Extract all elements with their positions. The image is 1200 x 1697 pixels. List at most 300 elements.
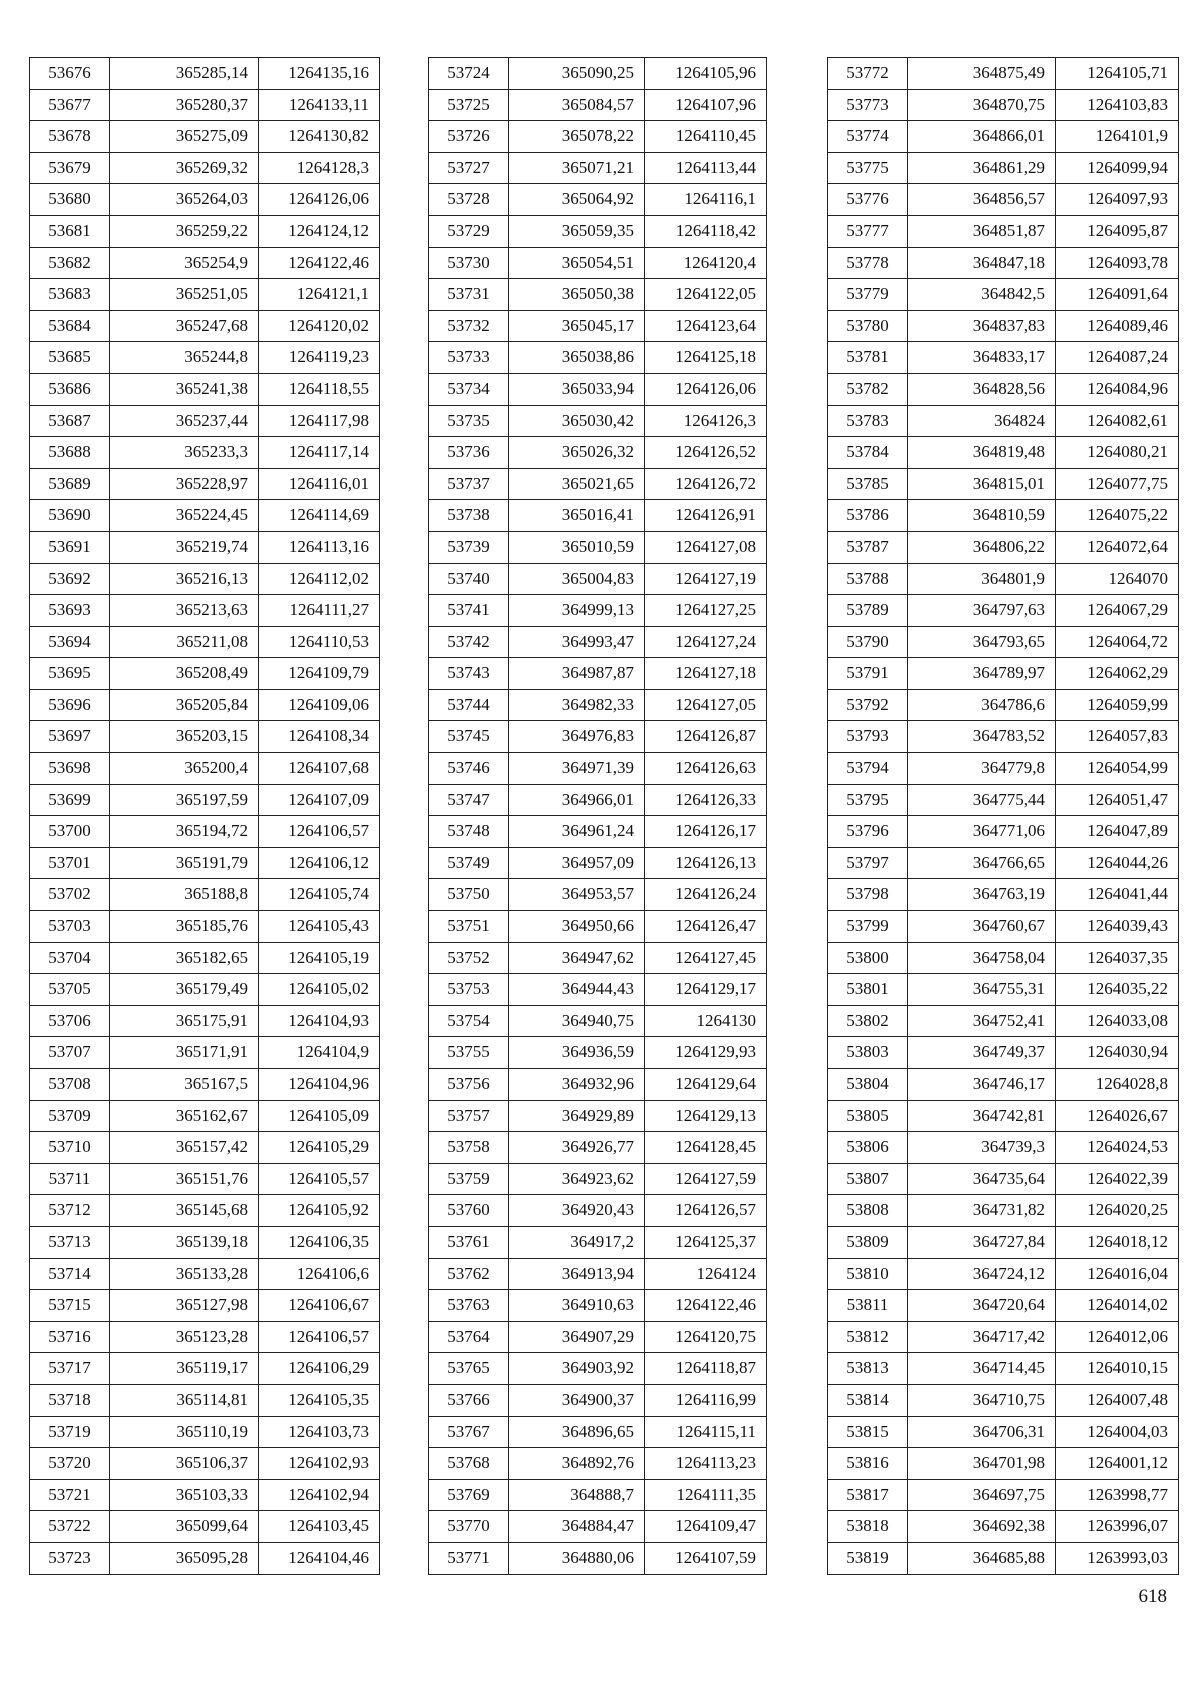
x-coordinate-cell: 365233,3 (110, 437, 259, 469)
table-row (429, 152, 767, 184)
x-coordinate-cell: 364833,17 (908, 342, 1056, 374)
point-number-cell: 53702 (30, 879, 110, 911)
table-row (828, 784, 1179, 816)
table-row (429, 1511, 767, 1543)
x-coordinate-cell: 364752,41 (908, 1005, 1056, 1037)
table-row (429, 405, 767, 437)
point-number-cell: 53685 (30, 342, 110, 374)
y-coordinate-cell: 1264129,13 (645, 1100, 767, 1132)
x-coordinate-cell: 365123,28 (110, 1321, 259, 1353)
x-coordinate-cell: 365241,38 (110, 373, 259, 405)
x-coordinate-cell: 364993,47 (509, 626, 645, 658)
point-number-cell: 53772 (828, 58, 908, 90)
table-row (429, 437, 767, 469)
y-coordinate-cell: 1264127,45 (645, 942, 767, 974)
point-number-cell: 53766 (429, 1384, 509, 1416)
y-coordinate-cell: 1264109,47 (645, 1511, 767, 1543)
point-number-cell: 53729 (429, 215, 509, 247)
table-row (429, 184, 767, 216)
y-coordinate-cell: 1264091,64 (1056, 279, 1179, 311)
table-row (429, 942, 767, 974)
table-row (828, 753, 1179, 785)
x-coordinate-cell: 364714,45 (908, 1353, 1056, 1385)
y-coordinate-cell: 1264127,18 (645, 658, 767, 690)
x-coordinate-cell: 364856,57 (908, 184, 1056, 216)
point-number-cell: 53755 (429, 1037, 509, 1069)
x-coordinate-cell: 364806,22 (908, 531, 1056, 563)
point-number-cell: 53739 (429, 531, 509, 563)
x-coordinate-cell: 365175,91 (110, 1005, 259, 1037)
x-coordinate-cell: 364735,64 (908, 1163, 1056, 1195)
point-number-cell: 53814 (828, 1384, 908, 1416)
table-row (429, 310, 767, 342)
table-row (828, 1448, 1179, 1480)
table-row (30, 1448, 380, 1480)
y-coordinate-cell: 1264119,23 (259, 342, 380, 374)
table-row (429, 1258, 767, 1290)
y-coordinate-cell: 1264016,04 (1056, 1258, 1179, 1290)
y-coordinate-cell: 1264126,57 (645, 1195, 767, 1227)
y-coordinate-cell: 1264114,69 (259, 500, 380, 532)
point-number-cell: 53741 (429, 595, 509, 627)
point-number-cell: 53807 (828, 1163, 908, 1195)
table-row (30, 437, 380, 469)
table-row (30, 1321, 380, 1353)
x-coordinate-cell: 364746,17 (908, 1069, 1056, 1101)
x-coordinate-cell: 365139,18 (110, 1226, 259, 1258)
y-coordinate-cell: 1264116,99 (645, 1384, 767, 1416)
table-row (429, 879, 767, 911)
table-row (30, 879, 380, 911)
x-coordinate-cell: 365208,49 (110, 658, 259, 690)
table-row (30, 1037, 380, 1069)
y-coordinate-cell: 1264126,72 (645, 468, 767, 500)
table-row (429, 1195, 767, 1227)
x-coordinate-cell: 365188,8 (110, 879, 259, 911)
table-row (30, 595, 380, 627)
table-row (30, 816, 380, 848)
x-coordinate-cell: 364947,62 (509, 942, 645, 974)
y-coordinate-cell: 1264054,99 (1056, 753, 1179, 785)
point-number-cell: 53690 (30, 500, 110, 532)
x-coordinate-cell: 365191,79 (110, 847, 259, 879)
x-coordinate-cell: 364913,94 (509, 1258, 645, 1290)
point-number-cell: 53758 (429, 1132, 509, 1164)
table-row (828, 689, 1179, 721)
point-number-cell: 53750 (429, 879, 509, 911)
point-number-cell: 53731 (429, 279, 509, 311)
coordinate-table-2 (428, 57, 767, 1575)
table-row (429, 563, 767, 595)
point-number-cell: 53687 (30, 405, 110, 437)
point-number-cell: 53678 (30, 121, 110, 153)
y-coordinate-cell: 1264102,94 (259, 1479, 380, 1511)
x-coordinate-cell: 364950,66 (509, 911, 645, 943)
y-coordinate-cell: 1264041,44 (1056, 879, 1179, 911)
x-coordinate-cell: 364789,97 (908, 658, 1056, 690)
x-coordinate-cell: 365016,41 (509, 500, 645, 532)
point-number-cell: 53737 (429, 468, 509, 500)
point-number-cell: 53800 (828, 942, 908, 974)
x-coordinate-cell: 365203,15 (110, 721, 259, 753)
table-row (828, 152, 1179, 184)
y-coordinate-cell: 1264118,42 (645, 215, 767, 247)
x-coordinate-cell: 365264,03 (110, 184, 259, 216)
table-row (429, 1321, 767, 1353)
y-coordinate-cell: 1264125,37 (645, 1226, 767, 1258)
point-number-cell: 53767 (429, 1416, 509, 1448)
point-number-cell: 53763 (429, 1290, 509, 1322)
x-coordinate-cell: 365119,17 (110, 1353, 259, 1385)
table-row (429, 215, 767, 247)
x-coordinate-cell: 365269,32 (110, 152, 259, 184)
table-row (828, 1290, 1179, 1322)
table-row (30, 1511, 380, 1543)
point-number-cell: 53707 (30, 1037, 110, 1069)
y-coordinate-cell: 1264104,9 (259, 1037, 380, 1069)
y-coordinate-cell: 1264105,57 (259, 1163, 380, 1195)
y-coordinate-cell: 1264077,75 (1056, 468, 1179, 500)
y-coordinate-cell: 1264127,19 (645, 563, 767, 595)
y-coordinate-cell: 1264127,59 (645, 1163, 767, 1195)
y-coordinate-cell: 1264126,91 (645, 500, 767, 532)
y-coordinate-cell: 1264107,68 (259, 753, 380, 785)
point-number-cell: 53745 (429, 721, 509, 753)
point-number-cell: 53719 (30, 1416, 110, 1448)
point-number-cell: 53801 (828, 974, 908, 1006)
x-coordinate-cell: 365084,57 (509, 89, 645, 121)
x-coordinate-cell: 365059,35 (509, 215, 645, 247)
y-coordinate-cell: 1264012,06 (1056, 1321, 1179, 1353)
table-row (429, 1542, 767, 1574)
table-row (30, 753, 380, 785)
x-coordinate-cell: 364797,63 (908, 595, 1056, 627)
y-coordinate-cell: 1264126,24 (645, 879, 767, 911)
x-coordinate-cell: 365200,4 (110, 753, 259, 785)
y-coordinate-cell: 1264007,48 (1056, 1384, 1179, 1416)
x-coordinate-cell: 365228,97 (110, 468, 259, 500)
y-coordinate-cell: 1264127,05 (645, 689, 767, 721)
point-number-cell: 53790 (828, 626, 908, 658)
x-coordinate-cell: 365275,09 (110, 121, 259, 153)
table-row (30, 689, 380, 721)
point-number-cell: 53713 (30, 1226, 110, 1258)
y-coordinate-cell: 1264117,98 (259, 405, 380, 437)
table-row (30, 184, 380, 216)
point-number-cell: 53785 (828, 468, 908, 500)
table-row (828, 1226, 1179, 1258)
x-coordinate-cell: 365244,8 (110, 342, 259, 374)
point-number-cell: 53677 (30, 89, 110, 121)
point-number-cell: 53808 (828, 1195, 908, 1227)
y-coordinate-cell: 1264111,35 (645, 1479, 767, 1511)
y-coordinate-cell: 1264105,92 (259, 1195, 380, 1227)
point-number-cell: 53792 (828, 689, 908, 721)
point-number-cell: 53704 (30, 942, 110, 974)
x-coordinate-cell: 365285,14 (110, 58, 259, 90)
y-coordinate-cell: 1263996,07 (1056, 1511, 1179, 1543)
point-number-cell: 53784 (828, 437, 908, 469)
point-number-cell: 53780 (828, 310, 908, 342)
point-number-cell: 53738 (429, 500, 509, 532)
x-coordinate-cell: 364824 (908, 405, 1056, 437)
x-coordinate-cell: 364870,75 (908, 89, 1056, 121)
table-row (30, 58, 380, 90)
table-row (828, 1384, 1179, 1416)
y-coordinate-cell: 1264116,1 (645, 184, 767, 216)
x-coordinate-cell: 365054,51 (509, 247, 645, 279)
point-number-cell: 53777 (828, 215, 908, 247)
point-number-cell: 53797 (828, 847, 908, 879)
y-coordinate-cell: 1264105,74 (259, 879, 380, 911)
table-row (828, 279, 1179, 311)
table-row (828, 911, 1179, 943)
table-row (30, 247, 380, 279)
point-number-cell: 53735 (429, 405, 509, 437)
point-number-cell: 53748 (429, 816, 509, 848)
table-row (828, 1069, 1179, 1101)
x-coordinate-cell: 364884,47 (509, 1511, 645, 1543)
y-coordinate-cell: 1264128,3 (259, 152, 380, 184)
point-number-cell: 53721 (30, 1479, 110, 1511)
table-row (828, 1353, 1179, 1385)
table-row (429, 342, 767, 374)
y-coordinate-cell: 1264122,05 (645, 279, 767, 311)
point-number-cell: 53818 (828, 1511, 908, 1543)
x-coordinate-cell: 365211,08 (110, 626, 259, 658)
table-row (828, 658, 1179, 690)
point-number-cell: 53728 (429, 184, 509, 216)
point-number-cell: 53793 (828, 721, 908, 753)
y-coordinate-cell: 1264106,35 (259, 1226, 380, 1258)
y-coordinate-cell: 1264106,57 (259, 1321, 380, 1353)
point-number-cell: 53753 (429, 974, 509, 1006)
point-number-cell: 53810 (828, 1258, 908, 1290)
x-coordinate-cell: 364771,06 (908, 816, 1056, 848)
x-coordinate-cell: 365280,37 (110, 89, 259, 121)
point-number-cell: 53799 (828, 911, 908, 943)
x-coordinate-cell: 365197,59 (110, 784, 259, 816)
y-coordinate-cell: 1263998,77 (1056, 1479, 1179, 1511)
table-row (429, 721, 767, 753)
y-coordinate-cell: 1264120,4 (645, 247, 767, 279)
point-number-cell: 53732 (429, 310, 509, 342)
y-coordinate-cell: 1264080,21 (1056, 437, 1179, 469)
x-coordinate-cell: 365216,13 (110, 563, 259, 595)
x-coordinate-cell: 364926,77 (509, 1132, 645, 1164)
point-number-cell: 53689 (30, 468, 110, 500)
x-coordinate-cell: 364907,29 (509, 1321, 645, 1353)
point-number-cell: 53787 (828, 531, 908, 563)
y-coordinate-cell: 1264126,06 (259, 184, 380, 216)
x-coordinate-cell: 365219,74 (110, 531, 259, 563)
point-number-cell: 53782 (828, 373, 908, 405)
table-row (429, 1226, 767, 1258)
x-coordinate-cell: 364900,37 (509, 1384, 645, 1416)
x-coordinate-cell: 364987,87 (509, 658, 645, 690)
point-number-cell: 53749 (429, 847, 509, 879)
y-coordinate-cell: 1264105,02 (259, 974, 380, 1006)
y-coordinate-cell: 1264113,44 (645, 152, 767, 184)
table-row (828, 405, 1179, 437)
y-coordinate-cell: 1264014,02 (1056, 1290, 1179, 1322)
point-number-cell: 53698 (30, 753, 110, 785)
y-coordinate-cell: 1264104,93 (259, 1005, 380, 1037)
y-coordinate-cell: 1264106,57 (259, 816, 380, 848)
x-coordinate-cell: 364982,33 (509, 689, 645, 721)
point-number-cell: 53714 (30, 1258, 110, 1290)
point-number-cell: 53740 (429, 563, 509, 595)
y-coordinate-cell: 1264108,34 (259, 721, 380, 753)
table-row (828, 847, 1179, 879)
table-row (30, 531, 380, 563)
y-coordinate-cell: 1264126,33 (645, 784, 767, 816)
point-number-cell: 53788 (828, 563, 908, 595)
y-coordinate-cell: 1264110,53 (259, 626, 380, 658)
point-number-cell: 53805 (828, 1100, 908, 1132)
table-row (30, 1069, 380, 1101)
x-coordinate-cell: 364739,3 (908, 1132, 1056, 1164)
table-row (30, 847, 380, 879)
table-row (30, 974, 380, 1006)
y-coordinate-cell: 1264127,08 (645, 531, 767, 563)
point-number-cell: 53683 (30, 279, 110, 311)
table-row (30, 942, 380, 974)
x-coordinate-cell: 365182,65 (110, 942, 259, 974)
point-number-cell: 53680 (30, 184, 110, 216)
point-number-cell: 53723 (30, 1542, 110, 1574)
point-number-cell: 53691 (30, 531, 110, 563)
table-row (828, 1542, 1179, 1574)
y-coordinate-cell: 1264104,96 (259, 1069, 380, 1101)
table-row (828, 121, 1179, 153)
x-coordinate-cell: 365021,65 (509, 468, 645, 500)
x-coordinate-cell: 364880,06 (509, 1542, 645, 1574)
x-coordinate-cell: 364903,92 (509, 1353, 645, 1385)
y-coordinate-cell: 1264028,8 (1056, 1069, 1179, 1101)
y-coordinate-cell: 1264037,35 (1056, 942, 1179, 974)
x-coordinate-cell: 364936,59 (509, 1037, 645, 1069)
x-coordinate-cell: 365026,32 (509, 437, 645, 469)
point-number-cell: 53715 (30, 1290, 110, 1322)
y-coordinate-cell: 1264106,6 (259, 1258, 380, 1290)
point-number-cell: 53796 (828, 816, 908, 848)
table-row (828, 215, 1179, 247)
y-coordinate-cell: 1264022,39 (1056, 1163, 1179, 1195)
table-row (30, 1258, 380, 1290)
y-coordinate-cell: 1264105,09 (259, 1100, 380, 1132)
y-coordinate-cell: 1264105,43 (259, 911, 380, 943)
y-coordinate-cell: 1264106,29 (259, 1353, 380, 1385)
x-coordinate-cell: 365099,64 (110, 1511, 259, 1543)
point-number-cell: 53809 (828, 1226, 908, 1258)
point-number-cell: 53727 (429, 152, 509, 184)
y-coordinate-cell: 1264109,79 (259, 658, 380, 690)
point-number-cell: 53778 (828, 247, 908, 279)
y-coordinate-cell: 1264126,06 (645, 373, 767, 405)
point-number-cell: 53761 (429, 1226, 509, 1258)
x-coordinate-cell: 364793,65 (908, 626, 1056, 658)
point-number-cell: 53684 (30, 310, 110, 342)
point-number-cell: 53710 (30, 1132, 110, 1164)
x-coordinate-cell: 364837,83 (908, 310, 1056, 342)
x-coordinate-cell: 364755,31 (908, 974, 1056, 1006)
y-coordinate-cell: 1264084,96 (1056, 373, 1179, 405)
x-coordinate-cell: 365254,9 (110, 247, 259, 279)
x-coordinate-cell: 365050,38 (509, 279, 645, 311)
point-number-cell: 53688 (30, 437, 110, 469)
point-number-cell: 53686 (30, 373, 110, 405)
point-number-cell: 53720 (30, 1448, 110, 1480)
point-number-cell: 53816 (828, 1448, 908, 1480)
point-number-cell: 53703 (30, 911, 110, 943)
x-coordinate-cell: 365064,92 (509, 184, 645, 216)
point-number-cell: 53730 (429, 247, 509, 279)
y-coordinate-cell: 1264089,46 (1056, 310, 1179, 342)
y-coordinate-cell: 1264122,46 (259, 247, 380, 279)
x-coordinate-cell: 364888,7 (509, 1479, 645, 1511)
x-coordinate-cell: 364828,56 (908, 373, 1056, 405)
x-coordinate-cell: 365224,45 (110, 500, 259, 532)
point-number-cell: 53709 (30, 1100, 110, 1132)
table-row (30, 1416, 380, 1448)
y-coordinate-cell: 1264104,46 (259, 1542, 380, 1574)
table-row (30, 89, 380, 121)
point-number-cell: 53697 (30, 721, 110, 753)
point-number-cell: 53794 (828, 753, 908, 785)
table-row (828, 531, 1179, 563)
point-number-cell: 53695 (30, 658, 110, 690)
y-coordinate-cell: 1264075,22 (1056, 500, 1179, 532)
table-row (30, 468, 380, 500)
table-row (429, 658, 767, 690)
point-number-cell: 53771 (429, 1542, 509, 1574)
point-number-cell: 53762 (429, 1258, 509, 1290)
point-number-cell: 53682 (30, 247, 110, 279)
point-number-cell: 53706 (30, 1005, 110, 1037)
point-number-cell: 53779 (828, 279, 908, 311)
x-coordinate-cell: 365110,19 (110, 1416, 259, 1448)
x-coordinate-cell: 364742,81 (908, 1100, 1056, 1132)
point-number-cell: 53791 (828, 658, 908, 690)
x-coordinate-cell: 365167,5 (110, 1069, 259, 1101)
table-row (30, 1195, 380, 1227)
table-row (30, 405, 380, 437)
table-row (429, 89, 767, 121)
point-number-cell: 53752 (429, 942, 509, 974)
table-row (429, 816, 767, 848)
table-row (30, 1100, 380, 1132)
x-coordinate-cell: 364783,52 (908, 721, 1056, 753)
point-number-cell: 53802 (828, 1005, 908, 1037)
point-number-cell: 53725 (429, 89, 509, 121)
x-coordinate-cell: 364842,5 (908, 279, 1056, 311)
x-coordinate-cell: 364971,39 (509, 753, 645, 785)
x-coordinate-cell: 365213,63 (110, 595, 259, 627)
point-number-cell: 53724 (429, 58, 509, 90)
point-number-cell: 53696 (30, 689, 110, 721)
x-coordinate-cell: 365237,44 (110, 405, 259, 437)
y-coordinate-cell: 1264113,16 (259, 531, 380, 563)
y-coordinate-cell: 1264067,29 (1056, 595, 1179, 627)
table-row (429, 1069, 767, 1101)
y-coordinate-cell: 1264127,25 (645, 595, 767, 627)
table-row (30, 1384, 380, 1416)
point-number-cell: 53708 (30, 1069, 110, 1101)
x-coordinate-cell: 365010,59 (509, 531, 645, 563)
y-coordinate-cell: 1264128,45 (645, 1132, 767, 1164)
point-number-cell: 53759 (429, 1163, 509, 1195)
